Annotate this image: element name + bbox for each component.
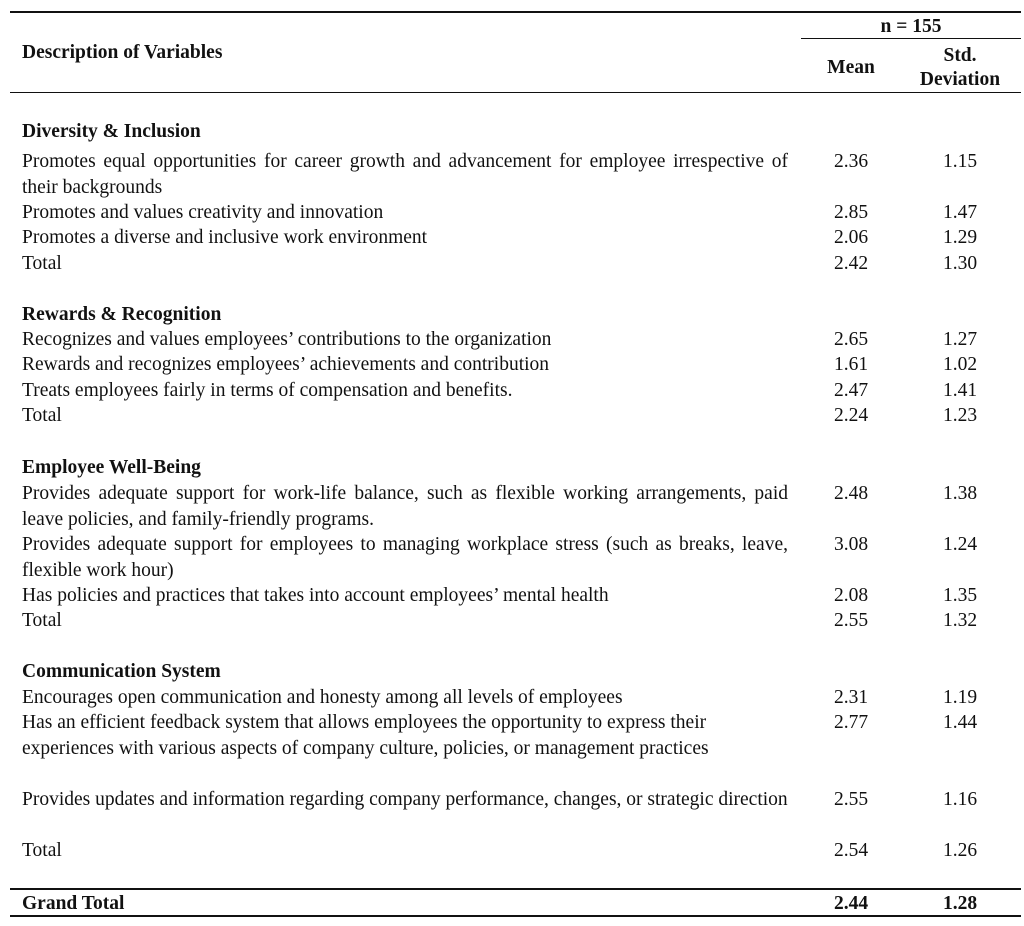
section-title: Communication System bbox=[22, 661, 221, 682]
table-row-sd: 1.38 bbox=[942, 483, 978, 504]
section-total-sd: 1.23 bbox=[942, 405, 978, 426]
column-header-n: n = 155 bbox=[880, 16, 942, 37]
table-row-mean: 2.08 bbox=[833, 585, 869, 606]
table-row-sd: 1.19 bbox=[942, 687, 978, 708]
table-row-mean: 2.48 bbox=[833, 483, 869, 504]
top-rule bbox=[10, 11, 1021, 13]
table-row-label: Promotes equal opportunities for career growth and advancement for employee irrespective of their backgrounds bbox=[22, 151, 788, 198]
table-row-label: Promotes and values creativity and innovation bbox=[22, 202, 384, 223]
table-row-sd: 1.24 bbox=[942, 534, 978, 555]
column-header-mean: Mean bbox=[827, 57, 875, 78]
table-row-mean: 2.31 bbox=[833, 687, 869, 708]
table-row-sd: 1.44 bbox=[942, 712, 978, 733]
section-total-mean: 2.42 bbox=[833, 253, 869, 274]
table-row-mean: 1.61 bbox=[833, 354, 869, 375]
table-row-sd: 1.16 bbox=[942, 789, 978, 810]
table-row-mean: 2.85 bbox=[833, 202, 869, 223]
table-row-sd: 1.41 bbox=[942, 380, 978, 401]
section-total-mean: 2.55 bbox=[833, 610, 869, 631]
table-row-sd: 1.47 bbox=[942, 202, 978, 223]
table-row-label: Provides adequate support for work-life balance, such as flexible working arrangements, paid leave policies, and family-friendly programs. bbox=[22, 483, 788, 530]
section-total-label: Total bbox=[22, 610, 62, 631]
column-header-sd-line2: Deviation bbox=[919, 69, 1001, 90]
column-header-description: Description of Variables bbox=[22, 42, 223, 63]
section-total-label: Total bbox=[22, 253, 62, 274]
grand-total-label: Grand Total bbox=[22, 893, 125, 914]
table-row-sd: 1.15 bbox=[942, 151, 978, 172]
table-row-mean: 2.65 bbox=[833, 329, 869, 350]
section-total-label: Total bbox=[22, 405, 62, 426]
table-row-sd: 1.35 bbox=[942, 585, 978, 606]
table-row-sd: 1.02 bbox=[942, 354, 978, 375]
table-row-mean: 2.55 bbox=[833, 789, 869, 810]
table-row-label: Provides adequate support for employees to managing workplace stress (such as breaks, leave, flexible work hour) bbox=[22, 534, 788, 581]
section-total-mean: 2.54 bbox=[833, 840, 869, 861]
section-total-sd: 1.32 bbox=[942, 610, 978, 631]
column-header-sd-line1: Std. bbox=[943, 45, 977, 66]
table-row-mean: 2.06 bbox=[833, 227, 869, 248]
header-bottom-rule bbox=[10, 92, 1021, 93]
section-total-label: Total bbox=[22, 840, 62, 861]
grand-total-sd: 1.28 bbox=[942, 893, 978, 914]
table-row-mean: 2.47 bbox=[833, 380, 869, 401]
section-total-mean: 2.24 bbox=[833, 405, 869, 426]
table-row-label: Treats employees fairly in terms of compensation and benefits. bbox=[22, 380, 513, 401]
table-row-label: Promotes a diverse and inclusive work environment bbox=[22, 227, 428, 248]
section-title: Diversity & Inclusion bbox=[22, 121, 201, 142]
table-row-sd: 1.27 bbox=[942, 329, 978, 350]
table-row-label: Rewards and recognizes employees’ achievements and contribution bbox=[22, 354, 550, 375]
grand-total-top-rule bbox=[10, 888, 1021, 890]
section-total-sd: 1.26 bbox=[942, 840, 978, 861]
table-row-label: Provides updates and information regarding company performance, changes, or strategic direction bbox=[22, 789, 788, 810]
n-underline bbox=[801, 38, 1021, 39]
grand-total-mean: 2.44 bbox=[833, 893, 869, 914]
table-row-label: Has policies and practices that takes into account employees’ mental health bbox=[22, 585, 609, 606]
table-row-sd: 1.29 bbox=[942, 227, 978, 248]
table-row-label: Recognizes and values employees’ contributions to the organization bbox=[22, 329, 552, 350]
table-row-mean: 2.77 bbox=[833, 712, 869, 733]
table-row-label: Has an efficient feedback system that allows employees the opportunity to express their experiences with various aspects of company culture, policies, or management practices bbox=[22, 712, 709, 759]
table-row-label: Encourages open communication and honesty among all levels of employees bbox=[22, 687, 623, 708]
table-row-mean: 2.36 bbox=[833, 151, 869, 172]
table-row-mean: 3.08 bbox=[833, 534, 869, 555]
section-title: Employee Well-Being bbox=[22, 457, 201, 478]
section-title: Rewards & Recognition bbox=[22, 304, 222, 325]
section-total-sd: 1.30 bbox=[942, 253, 978, 274]
